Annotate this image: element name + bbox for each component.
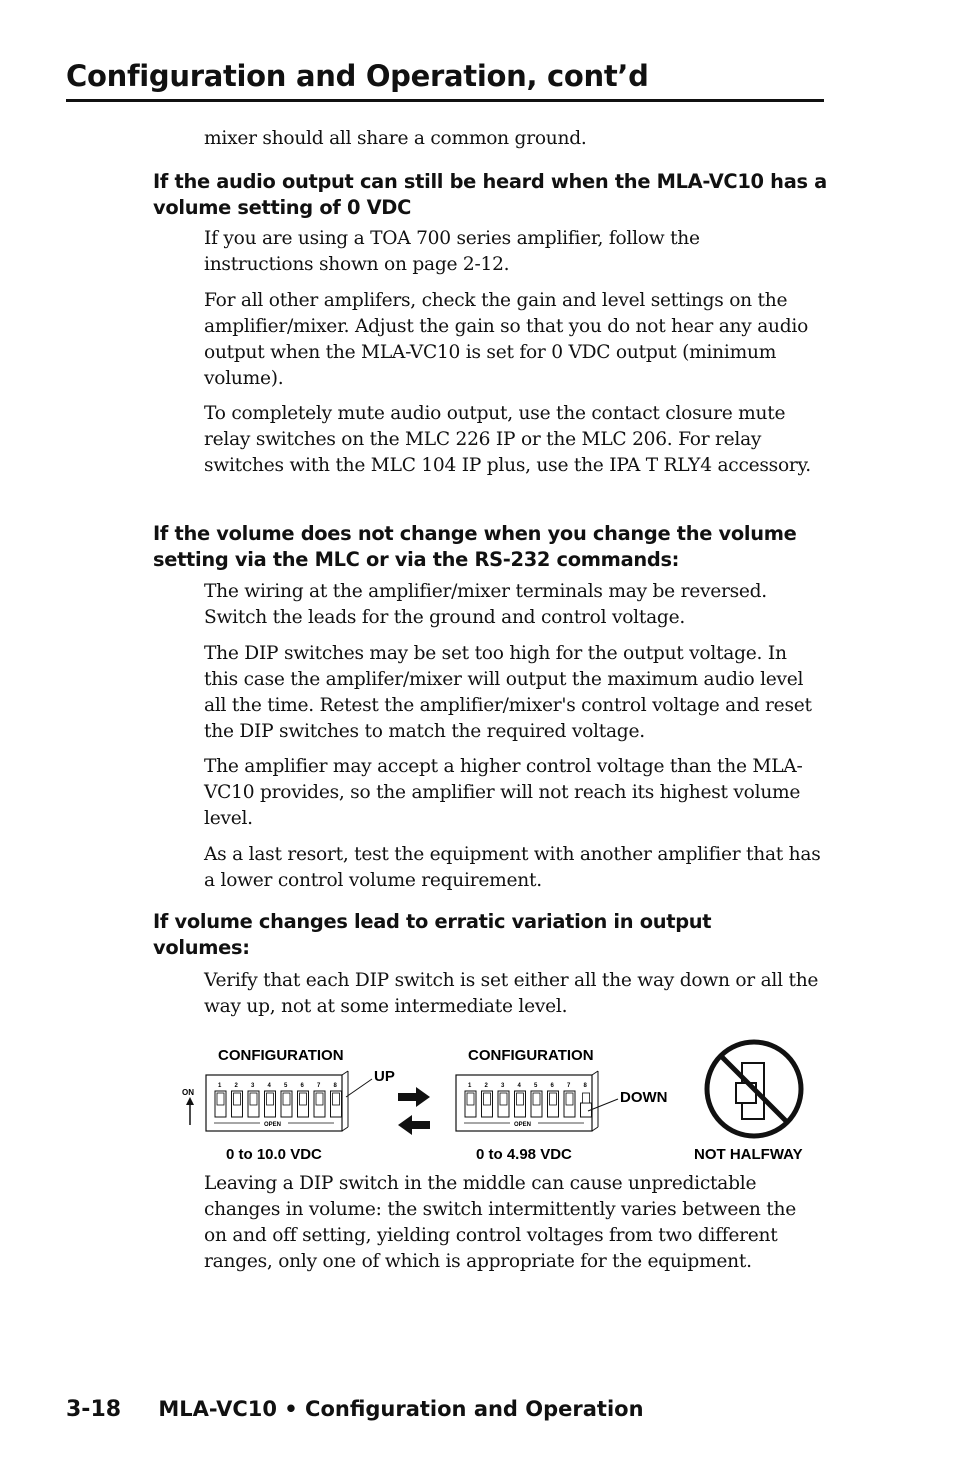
prohibited-halfway-switch-icon — [694, 1042, 803, 1163]
switch-number: 7 — [567, 1083, 571, 1089]
paragraph-dip-too-high: The DIP switches may be set too high for the output voltage. In this case the amplifer/mixer will output the maximum audio level all the time. Retest the amplifier/mixer's control voltage and reset the DIP switches to match the required voltage. — [204, 643, 812, 742]
switch-number: 2 — [484, 1083, 488, 1089]
switch-number: 8 — [583, 1083, 587, 1089]
paragraph-middle-unpredictable: Leaving a DIP switch in the middle can cause unpredictable changes in volume: the switch intermittently varies between the on and off setting, yielding control voltages from two different ranges, only one of which is appropriate for the equipment. — [204, 1173, 796, 1272]
dip-switch-slider — [566, 1093, 573, 1105]
state-label-up: UP — [374, 1068, 395, 1085]
state-label-down: DOWN — [620, 1089, 668, 1106]
paragraph-higher-control-voltage: The amplifier may accept a higher control voltage than the MLA-VC10 provides, so the amplifier will not reach its highest volume level. — [204, 756, 803, 829]
switch-number: 7 — [317, 1083, 321, 1089]
exchange-arrows-icon — [398, 1087, 430, 1135]
dip-switch-slider — [583, 1093, 590, 1103]
paragraph-mute-relay: To completely mute audio output, use the contact closure mute relay switches on the MLC 226 IP or the MLC 206. For relay switches with the MLC 104 IP plus, use the IPA T RLY4 accessory. — [204, 403, 811, 476]
paragraph-other-amplifiers: For all other amplifers, check the gain and level settings on the amplifier/mixer. Adjust the gain so that you do not hear any audio output when the MLA-VC10 is set for 0 VDC output (minimum volume). — [204, 290, 809, 389]
dip-switch-slider — [234, 1093, 241, 1105]
not-halfway-label: NOT HALFWAY — [694, 1146, 803, 1163]
subhead-erratic-variation: If volume changes lead to erratic variation in output volumes: — [153, 910, 712, 959]
dip-switch-slider — [267, 1093, 274, 1105]
paragraph-last-resort: As a last resort, test the equipment with another amplifier that has a lower control volume requirement. — [204, 844, 821, 891]
switch-number: 5 — [534, 1083, 538, 1089]
switch-number: 2 — [234, 1083, 238, 1089]
range-label-right: 0 to 4.98 VDC — [476, 1146, 572, 1163]
switch-number: 3 — [501, 1083, 505, 1089]
dip-switch-slider — [500, 1093, 507, 1105]
range-label-left: 0 to 10.0 VDC — [226, 1146, 322, 1163]
title-rule — [66, 99, 824, 102]
switch-number: 4 — [267, 1083, 271, 1089]
switch-number: 3 — [251, 1083, 255, 1089]
dip-switch-slider — [484, 1093, 491, 1105]
switch-number: 5 — [284, 1083, 288, 1089]
switch-number: 1 — [218, 1083, 222, 1089]
page-title: Configuration and Operation, cont’d — [66, 59, 649, 93]
paragraph-verify-dip: Verify that each DIP switch is set either all the way down or all the way up, not at some intermediate level. — [204, 970, 819, 1017]
dip-switch-slider — [550, 1093, 557, 1105]
switch-number: 6 — [550, 1083, 554, 1089]
subhead-audio-still-heard: If the audio output can still be heard when the MLA-VC10 has a volume setting of 0 VDC — [153, 170, 827, 219]
switch-number: 6 — [300, 1083, 304, 1089]
switch-number: 1 — [468, 1083, 472, 1089]
dip-switch-block-up — [182, 1047, 395, 1163]
dip-switch-slider — [300, 1093, 307, 1105]
config-label-left: CONFIGURATION — [218, 1047, 344, 1064]
dip-switch-slider — [467, 1093, 474, 1105]
page-number: 3-18 — [66, 1397, 122, 1422]
paragraph-wiring-reversed: The wiring at the amplifier/mixer terminals may be reversed. Switch the leads for the ground and control voltage. — [204, 581, 767, 628]
dip-switch-block-down — [456, 1047, 668, 1163]
dip-switch-slider — [533, 1093, 540, 1105]
subhead-volume-not-changing: If the volume does not change when you change the volume setting via the MLC or via the RS-232 commands: — [153, 522, 797, 571]
dip-switch-slider — [333, 1093, 340, 1105]
switch-number: 8 — [333, 1083, 337, 1089]
dip-switch-slider — [316, 1093, 323, 1105]
on-label: ON — [182, 1088, 194, 1097]
open-label-right: OPEN — [514, 1122, 532, 1128]
paragraph-common-ground: mixer should all share a common ground. — [204, 128, 587, 149]
open-label-left: OPEN — [264, 1122, 282, 1128]
dip-switch-slider — [517, 1093, 524, 1105]
page-footer — [66, 1394, 644, 1425]
switch-number: 4 — [517, 1083, 521, 1089]
dip-switch-figure — [180, 1035, 830, 1165]
dip-switch-slider — [283, 1093, 290, 1105]
dip-switch-slider — [250, 1093, 257, 1105]
config-label-right: CONFIGURATION — [468, 1047, 594, 1064]
paragraph-toa-amplifier: If you are using a TOA 700 series amplifier, follow the instructions shown on page 2-12. — [204, 228, 700, 275]
dip-switch-slider — [217, 1093, 224, 1105]
footer-section-title: MLA-VC10 • Configuration and Operation — [158, 1397, 644, 1421]
